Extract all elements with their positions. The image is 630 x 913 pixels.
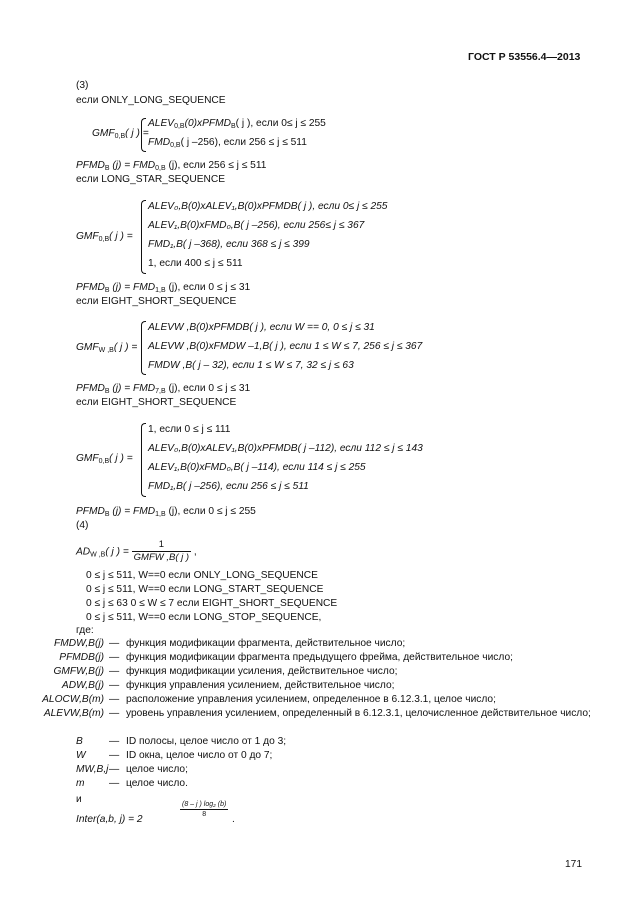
brace-1 <box>141 118 146 152</box>
pfmd-sub2: 7,B <box>155 388 166 395</box>
definition-dash: — <box>109 708 120 719</box>
formula-lhs-sub: 0,B <box>98 236 110 243</box>
page-number: 171 <box>565 859 582 870</box>
ad-lhs-tail: ( j ) = <box>105 546 129 558</box>
pfmd-tail: (j), если 0 ≤ j ≤ 31 <box>165 383 251 394</box>
pfmd-line-3 <box>76 382 250 395</box>
ad-lhs: AD <box>76 546 91 558</box>
definition-dash: — <box>109 736 120 747</box>
brace-3 <box>141 321 146 375</box>
definition-dash: — <box>109 680 120 691</box>
condition-line-4: 0 ≤ j ≤ 511, W==0 если LONG_STOP_SEQUENCE, <box>86 612 322 623</box>
pfmd-term: PFMD <box>76 506 105 517</box>
formula-1-case-1 <box>148 117 326 130</box>
brace-4 <box>141 423 146 497</box>
case-term: ALEV <box>148 118 175 129</box>
inter-tail: . <box>232 814 235 825</box>
pfmd-tail: (j), если 0 ≤ j ≤ 255 <box>165 506 256 517</box>
pfmd-tail: (j), если 0 ≤ j ≤ 31 <box>165 282 251 293</box>
ad-tail: , <box>193 546 197 558</box>
formula-gmf-4 <box>76 452 133 465</box>
case-sub: 0,B <box>174 123 185 130</box>
condition-long-star: если LONG_STAR_SEQUENCE <box>76 174 226 185</box>
formula-lhs: GMF <box>76 342 99 353</box>
definition-term: W <box>76 750 86 761</box>
formula-1-case-2 <box>148 136 307 149</box>
inter-lhs: Inter(a,b, j) = 2 <box>76 814 143 825</box>
pfmd-term: PFMD <box>76 383 105 394</box>
condition-line-2: 0 ≤ j ≤ 511, W==0 если LONG_START_SEQUENCE <box>86 584 324 595</box>
definition-term: B <box>76 736 83 747</box>
pfmd-sub2: 0,B <box>155 165 166 172</box>
definition-desc: ID окна, целое число от 0 до 7; <box>126 750 273 761</box>
definition-term: GMFW,B(j) <box>53 666 104 677</box>
condition-only-long <box>76 94 226 107</box>
inter-exp-fraction <box>180 800 228 819</box>
case-sub2: B <box>230 123 236 130</box>
definition-dash: — <box>109 764 120 775</box>
where-label: где: <box>76 625 94 636</box>
definition-term: MW,B,j <box>76 764 109 775</box>
pfmd-line-1 <box>76 159 266 172</box>
ad-numerator: 1 <box>132 539 191 552</box>
formula-lhs: GMF <box>92 128 115 139</box>
ad-denominator: GMFW ,B( j ) <box>133 552 190 564</box>
ad-lhs-sub: W ,B <box>90 551 106 559</box>
case-term: FMD <box>148 137 171 148</box>
formula-gmf-2 <box>76 230 133 243</box>
formula-4-case-2: ALEV₀,B(0)xALEV₁,B(0)xPFMDB( j –112), если 112 ≤ j ≤ 143 <box>148 443 423 454</box>
formula-2-case-2: ALEV₁,B(0)xFMD₀,B( j –256), если 256≤ j ≤ 367 <box>148 220 365 231</box>
document-header: ГОСТ Р 53556.4—2013 <box>468 51 581 63</box>
inter-exp-numerator: (8 – j ) log₂ (b) <box>180 800 228 810</box>
pfmd-sub: B <box>104 165 110 172</box>
formula-2-case-3: FMD₁,B( j –368), если 368 ≤ j ≤ 399 <box>148 239 310 250</box>
definition-term: ALEVW,B(m) <box>43 708 104 719</box>
pfmd-sub2: 1,B <box>155 287 166 294</box>
brace-2 <box>141 200 146 274</box>
condition-line-3: 0 ≤ j ≤ 63 0 ≤ W ≤ 7 если EIGHT_SHORT_SEQUENCE <box>86 598 338 609</box>
definition-term: ALOCW,B(m) <box>42 694 104 705</box>
definition-desc: целое число. <box>126 778 188 789</box>
definition-desc: ID полосы, целое число от 1 до 3; <box>126 736 287 747</box>
case-tail: ( j ), если 0≤ j ≤ 255 <box>235 118 326 129</box>
definition-desc: функция модификации фрагмента, действительное число; <box>126 638 406 649</box>
formula-ad <box>76 539 197 565</box>
definition-dash: — <box>109 666 120 677</box>
pfmd-term: PFMD <box>76 160 105 171</box>
inter-exponent <box>180 800 228 819</box>
formula-lhs-tail: ( j ) = <box>109 453 133 464</box>
definition-term: m <box>76 778 85 789</box>
definition-desc: уровень управления усилением, определенный в 6.12.3.1, целочисленное действительное число; <box>126 708 591 719</box>
definition-desc: функция модификации усиления, действительное число; <box>126 666 398 677</box>
section-4-label: (4) <box>76 520 89 531</box>
definition-dash: — <box>109 694 120 705</box>
pfmd-sub2: 1,B <box>155 511 166 518</box>
pfmd-line-2 <box>76 281 250 294</box>
formula-3-case-2: ALEVW ,B(0)xFMDW –1,B( j ), если 1 ≤ W ≤ 7, 256 ≤ j ≤ 367 <box>148 341 423 352</box>
pfmd-tail: (j), если 256 ≤ j ≤ 511 <box>165 160 267 171</box>
formula-gmf-3 <box>76 341 137 354</box>
definition-term: PFMDB(j) <box>59 652 104 663</box>
formula-lhs-tail: ( j ) = <box>109 231 133 242</box>
definition-term: ADW,B(j) <box>61 680 104 691</box>
and-word: и <box>76 794 82 805</box>
formula-4-case-4: FMD₁,B( j –256), если 256 ≤ j ≤ 511 <box>148 481 309 492</box>
formula-lhs-sub: 0,B <box>98 458 110 465</box>
pfmd-term: PFMD <box>76 282 105 293</box>
ad-fraction <box>132 539 191 565</box>
formula-3-case-1: ALEVW ,B(0)xPFMDB( j ), если W == 0, 0 ≤ j ≤ 31 <box>148 322 375 333</box>
condition-line-1: 0 ≤ j ≤ 511, W==0 если ONLY_LONG_SEQUENCE <box>86 570 318 581</box>
formula-2-case-4: 1, если 400 ≤ j ≤ 511 <box>148 258 243 269</box>
formula-lhs-tail: ( j ) = <box>113 342 138 353</box>
pfmd-sub: B <box>104 388 110 395</box>
case-mid: (0)xPFMD <box>184 118 231 129</box>
formula-4-case-3: ALEV₁,B(0)xFMD₀,B( j –114), если 114 ≤ j ≤ 255 <box>148 462 366 473</box>
formula-lhs: GMF <box>76 231 99 242</box>
pfmd-sub: B <box>104 287 110 294</box>
definition-desc: функция управления усилением, действительное число; <box>126 680 395 691</box>
formula-4-case-1: 1, если 0 ≤ j ≤ 111 <box>148 424 231 435</box>
formula-lhs: GMF <box>76 453 99 464</box>
definition-term: FMDW,B(j) <box>54 638 104 649</box>
pfmd-mid: (j) = FMD <box>109 282 156 293</box>
pfmd-line-4 <box>76 505 256 518</box>
condition-eight-short-2: если EIGHT_SHORT_SEQUENCE <box>76 397 237 408</box>
formula-2-case-1: ALEV₀,B(0)xALEV₁,B(0)xPFMDB( j ), если 0≤ j ≤ 255 <box>148 201 388 212</box>
definition-desc: целое число; <box>126 764 188 775</box>
pfmd-mid: (j) = FMD <box>109 383 156 394</box>
definition-desc: расположение управления усилением, определенное в 6.12.3.1, целое число; <box>126 694 496 705</box>
definition-dash: — <box>109 638 120 649</box>
case-sub: 0,B <box>170 142 181 149</box>
formula-lhs-tail: ( j ) = <box>125 128 149 139</box>
definition-dash: — <box>109 652 120 663</box>
formula-lhs-sub: W ,B <box>98 347 114 354</box>
condition-eight-short-1: если EIGHT_SHORT_SEQUENCE <box>76 296 237 307</box>
pfmd-mid: (j) = FMD <box>109 506 156 517</box>
formula-3-case-3: FMDW ,B( j – 32), если 1 ≤ W ≤ 7, 32 ≤ j ≤ 63 <box>148 360 354 371</box>
case-tail: ( j –256), если 256 ≤ j ≤ 511 <box>180 137 307 148</box>
pfmd-mid: (j) = FMD <box>109 160 156 171</box>
definition-dash: — <box>109 778 120 789</box>
pfmd-sub: B <box>104 511 110 518</box>
definition-desc: функция модификации фрагмента предыдущего фрейма, действительное число; <box>126 652 513 663</box>
formula-inter <box>76 813 143 826</box>
condition-text: если ONLY_LONG_SEQUENCE <box>76 95 226 106</box>
definition-dash: — <box>109 750 120 761</box>
section-3-label: (3) <box>76 80 89 91</box>
inter-exp-denominator: 8 <box>202 811 207 819</box>
formula-lhs-sub: 0,B <box>114 133 126 140</box>
